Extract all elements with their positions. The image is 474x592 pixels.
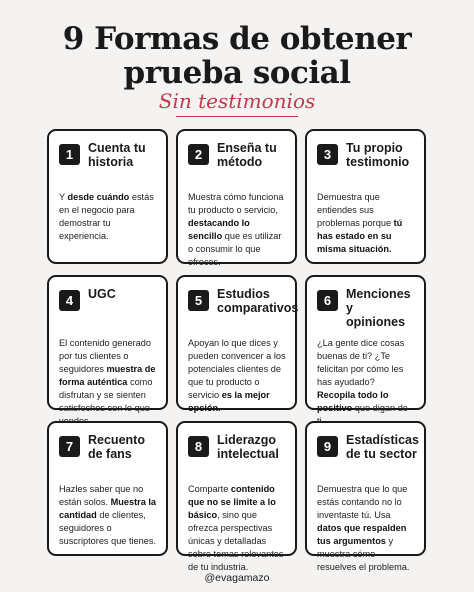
card-title: Recuento de fans <box>88 433 145 461</box>
card-header <box>317 287 415 327</box>
body-text: que digan de <box>354 403 408 413</box>
number-badge: 3 <box>317 144 338 165</box>
card-4 <box>47 275 168 413</box>
body-highlight: Recopila todo lo positivo <box>317 390 389 413</box>
card-header <box>188 433 286 473</box>
number-badge: 2 <box>188 144 209 165</box>
number-badge: 4 <box>59 290 80 311</box>
page-title: 9 Formas de obtener prueba social <box>62 21 412 91</box>
card-body <box>59 337 157 428</box>
card-header <box>317 433 419 473</box>
body-highlight: desde cuándo <box>67 192 130 202</box>
body-text: Demuestra que entiendes sus problemas porque <box>317 192 394 228</box>
body-highlight: datos que respalden tus argumentos <box>317 523 407 546</box>
card-9 <box>305 421 426 572</box>
card-header <box>59 141 157 181</box>
body-text: Hazles saber que no están solos. <box>59 484 144 507</box>
body-text: Apoyan lo que dices y pueden convencer a los potenciales clientes de que tu producto o servicio <box>188 338 286 400</box>
body-highlight: destacando lo sencillo <box>188 218 250 241</box>
card-3 <box>305 129 426 264</box>
number-badge: 6 <box>317 290 338 311</box>
card-header <box>59 433 157 473</box>
number-badge: 1 <box>59 144 80 165</box>
card-title: Liderazgo intelectual <box>217 433 279 461</box>
card-1 <box>47 129 168 264</box>
card-body <box>59 483 157 548</box>
body-highlight: muestra de forma auténtica <box>59 364 156 387</box>
number-badge: 7 <box>59 436 80 457</box>
body-text: Y <box>59 192 68 202</box>
body-highlight: contenido que no se limite a lo básico <box>188 484 276 520</box>
body-text: Comparte <box>188 484 231 494</box>
cards-grid <box>47 129 426 572</box>
card-title: Cuenta tu historia <box>88 141 146 169</box>
body-text: de clientes, seguidores o suscriptores que tienes. <box>59 510 157 546</box>
card-body <box>188 337 286 415</box>
card-body <box>317 191 415 256</box>
number-badge: 5 <box>188 290 209 311</box>
number-badge: 9 <box>317 436 338 457</box>
body-highlight: Muestra la cantidad <box>59 497 157 520</box>
author-handle: @evagamazo <box>204 572 270 584</box>
number-badge: 8 <box>188 436 209 457</box>
card-8 <box>176 421 297 572</box>
body-text: estás en el negocio para demostrar tu experiencia. <box>59 192 154 241</box>
card-body <box>317 483 415 574</box>
card-title: Menciones y opiniones <box>346 287 411 329</box>
body-text: , sino que ofrezca perspectivas únicas y detalladas sobre temas relevantes de tu industria. <box>188 510 284 572</box>
card-body <box>188 191 286 269</box>
card-6 <box>305 275 426 413</box>
card-title: Tu propio testimonio <box>346 141 410 169</box>
subtitle-underline <box>176 116 298 117</box>
page-subtitle: Sin testimonios <box>158 89 316 113</box>
card-body <box>59 191 157 243</box>
body-text: y muestra cómo resuelves el problema. <box>317 536 410 572</box>
body-text: ¿La gente dice cosas buenas de ti? ¿Te felicitan por cómo les has ayudado? <box>317 338 405 387</box>
body-text: Demuestra que lo que estás contando no lo inventaste tú. Usa <box>317 484 408 520</box>
card-header <box>188 287 299 327</box>
card-7 <box>47 421 168 556</box>
card-2 <box>176 129 297 267</box>
body-text: Muestra cómo funciona tu producto o servicio, <box>188 192 284 215</box>
card-header <box>188 141 286 181</box>
card-title: UGC <box>88 287 116 301</box>
card-title: Estudios comparativos <box>217 287 299 315</box>
body-text: El contenido generado por tus clientes o seguidores <box>59 338 151 374</box>
card-header <box>317 141 415 181</box>
card-header <box>59 287 157 327</box>
card-body <box>317 337 415 428</box>
card-body <box>188 483 286 574</box>
body-highlight: tú has estado en su misma situación. <box>317 218 403 254</box>
card-title: Enseña tu método <box>217 141 277 169</box>
body-text: como disfrutan y se sienten satisfechos con lo que <box>59 377 153 413</box>
body-highlight: es la mejor opción. <box>188 390 270 413</box>
card-5 <box>176 275 299 413</box>
body-text: que es utilizar o consumir lo que ofreces. <box>188 231 282 267</box>
card-title: Estadísticas de tu sector <box>346 433 419 461</box>
